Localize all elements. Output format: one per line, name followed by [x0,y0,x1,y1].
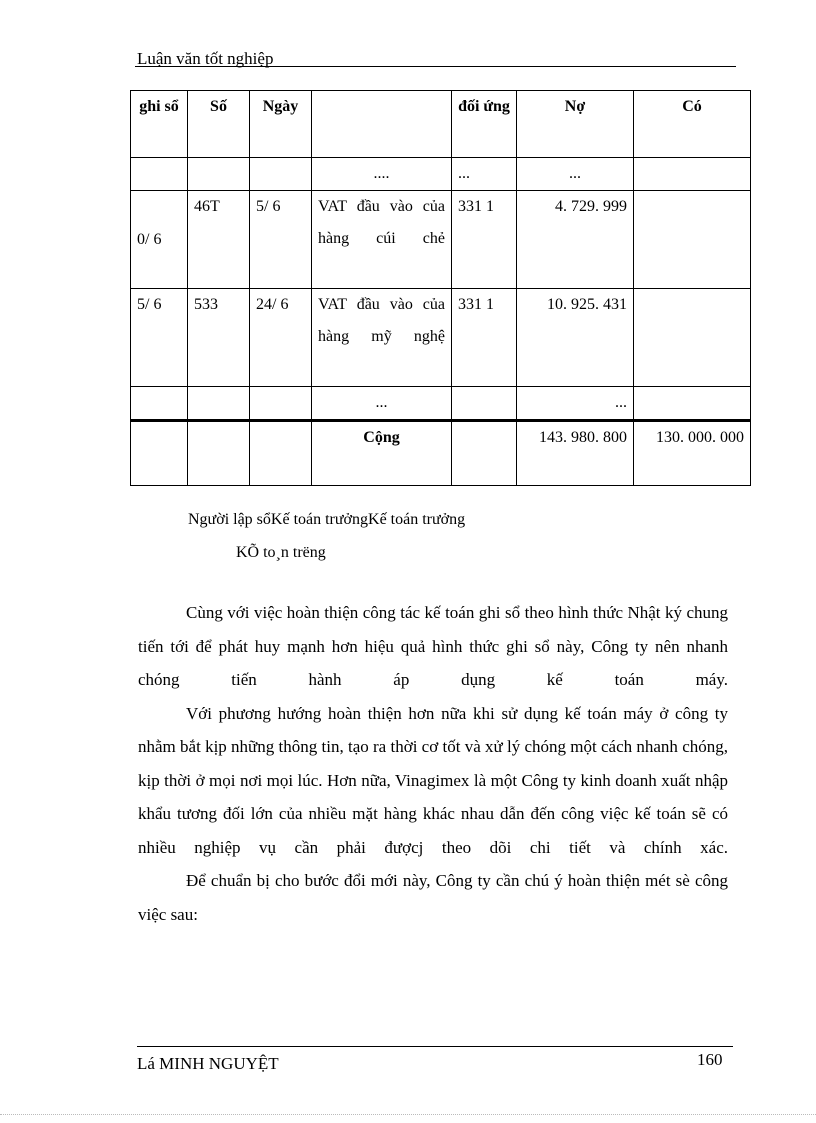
table-cell: VAT đầu vào của hàng mỹ nghệ [312,289,452,387]
page-number: 160 [697,1050,723,1069]
total-debit: 143. 980. 800 [517,421,634,486]
table-cell [250,158,312,191]
paragraph: Cùng với việc hoàn thiện công tác kế toán ghi sổ theo hình thức Nhật ký chung tiến tới để phát huy mạnh hơn hiệu quả hình thức ghi sổ này, Công ty nên nhanh chóng tiến hành áp dụng kế toán máy. [138,603,728,689]
table-cell: ... [312,387,452,421]
table-cell: 4. 729. 999 [517,191,634,289]
ledger-table [130,90,751,486]
signature-line: Người lập sổKế toán trưởngKế toán trưởng [188,511,466,528]
table-cell [634,387,751,421]
table-row [131,191,751,289]
table-cell: 10. 925. 431 [517,289,634,387]
table-row [131,387,751,421]
body-text [138,596,728,931]
header-cell: đối ứng [452,91,517,158]
table-cell [131,421,188,486]
footer-author: Lá MINH NGUYỆT [137,1054,279,1073]
header-cell [312,91,452,158]
table-cell [634,289,751,387]
total-row [131,421,751,486]
table-cell: VAT đầu vào của hàng cúi chẻ [312,191,452,289]
table-cell [131,158,188,191]
table-cell: 0/ 6 [131,191,188,289]
table-cell [634,158,751,191]
signature-line-garbled: KÕ to¸n trëng [236,544,326,561]
table-cell: 533 [188,289,250,387]
table-cell: ... [517,387,634,421]
paragraph: Với phương hướng hoàn thiện hơn nữa khi sử dụng kế toán máy ở công ty nhằm bắt kịp những thông tin, tạo ra thời cơ tốt và xử lý chóng một cách nhanh chóng, kịp thời ở mọi nơi mọi lúc. Hơn nữa, Vinagimex là một Công ty kinh doanh xuất nhập khẩu tương đối lớn của nhiều mặt hàng khác nhau dẫn đến công việc kế toán sẽ có nhiều nghiệp vụ cần phải đượcj theo dõi chi tiết và chính xác. [138,703,728,857]
page-edge [0,1114,816,1115]
header-cell: Có [634,91,751,158]
table-cell: 331 1 [452,289,517,387]
table-row [131,158,751,191]
table-cell [452,387,517,421]
table-cell: 5/ 6 [131,289,188,387]
table-cell: 5/ 6 [250,191,312,289]
header-cell: Số [188,91,250,158]
table-cell [250,387,312,421]
table-cell: 46T [188,191,250,289]
total-credit: 130. 000. 000 [634,421,751,486]
page-header-title: Luận văn tốt nghiệp [137,49,274,68]
table-row [131,289,751,387]
table-cell: ... [452,158,517,191]
table-cell [188,158,250,191]
table-cell [131,387,188,421]
table-cell [452,421,517,486]
table-cell: 331 1 [452,191,517,289]
header-divider [135,66,736,67]
table-header-row [131,91,751,158]
total-label: Cộng [312,421,452,486]
header-cell: ghi sổ [131,91,188,158]
table-cell: .... [312,158,452,191]
header-cell: Ngày [250,91,312,158]
table-cell: 24/ 6 [250,289,312,387]
table-cell [634,191,751,289]
table-cell [250,421,312,486]
table-cell [188,387,250,421]
table-cell [188,421,250,486]
header-cell: Nợ [517,91,634,158]
paragraph: Để chuẩn bị cho bước đổi mới này, Công ty cần chú ý hoàn thiện mét sè công việc sau: [138,871,728,924]
footer-divider [137,1046,733,1047]
table-cell: ... [517,158,634,191]
